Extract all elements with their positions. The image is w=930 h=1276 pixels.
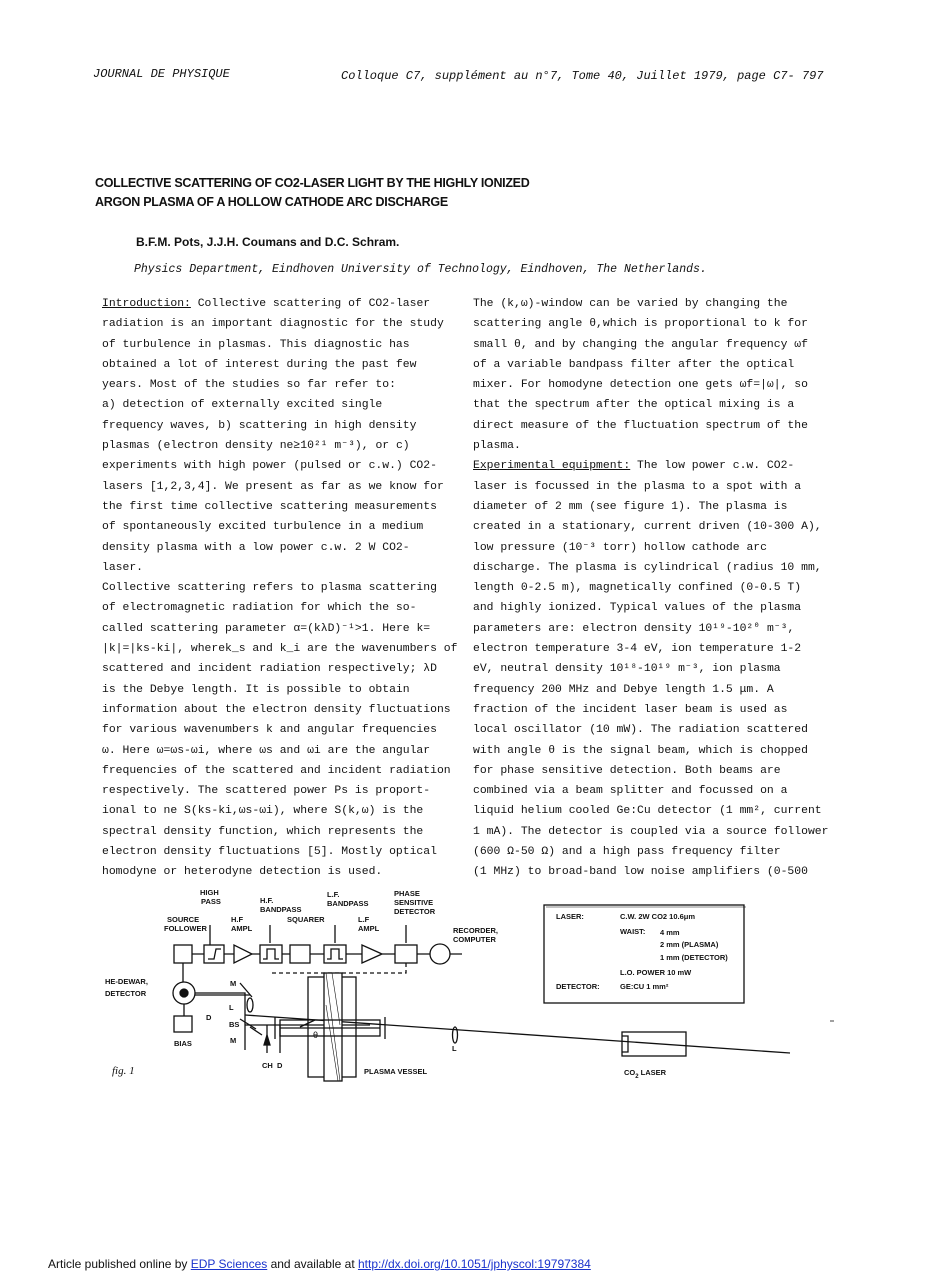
text-line: of electromagnetic radiation for which the so- — [102, 602, 417, 615]
text-line: combined via a beam splitter and focussed on a — [473, 785, 788, 798]
text-line: density plasma with a low power c.w. 2 W CO2- — [102, 541, 410, 554]
label-l-right: L — [452, 1044, 457, 1053]
text-line: is the Debye length. It is possible to obtain — [102, 683, 410, 696]
text-line: information about the electron density fluctuations — [102, 703, 451, 716]
text-line: frequency waves, b) scattering in high density — [102, 419, 417, 432]
text-line: liquid helium cooled Ge:Cu detector (1 mm², current — [473, 805, 822, 818]
text-line: direct measure of the fluctuation spectrum of the — [473, 419, 808, 432]
text-line: called scattering parameter α=(kλD)⁻¹>1. Here k= — [102, 622, 431, 635]
text-line: created in a stationary, current driven (10-300 A), — [473, 521, 822, 534]
text-line: Collective scattering refers to plasma scattering — [102, 582, 437, 595]
text-line: Introduction: Collective scattering of CO2-laser — [102, 298, 431, 310]
label-hf-ampl: H.F AMPL — [231, 915, 253, 933]
bias-box — [174, 1016, 192, 1032]
issue-info: Colloque C7, supplément au n°7, Tome 40, Juillet 1979, page C7- 797 — [341, 69, 824, 83]
text-line: fraction of the incident laser beam is used as — [473, 703, 788, 716]
lf-amplifier — [362, 945, 382, 963]
text-line: years. Most of the studies so far refer to: — [102, 379, 396, 392]
text-line: low pressure (10⁻³ torr) hollow cathode arc — [473, 541, 767, 554]
text-line: for phase sensitive detection. Both beams are — [473, 764, 781, 777]
spec-detector-label: DETECTOR: — [556, 982, 600, 991]
label-co2-laser: $CO_2$ LASER — [624, 1068, 667, 1080]
title-line-2: ARGON PLASMA OF A HOLLOW CATHODE ARC DISCHARGE — [95, 195, 448, 209]
source-follower-box — [174, 945, 192, 963]
text-line: eV, neutral density 10¹⁸-10¹⁹ m⁻³, ion plasma — [473, 663, 781, 676]
label-high-pass: HIGH PASS — [200, 888, 221, 906]
label-bs: BS — [229, 1020, 240, 1029]
text-line: plasmas (electron density ne≥10²¹ m⁻³), or c) — [102, 440, 410, 453]
label-ch: CH — [262, 1061, 273, 1070]
text-line: local oscillator (10 mW). The radiation scattered — [473, 724, 808, 737]
phase-detector-box — [395, 945, 417, 963]
text-line: mixer. For homodyne detection one gets ωf=|ω|, so — [473, 379, 808, 392]
lf-bandpass-box — [324, 945, 346, 963]
hf-amplifier — [234, 945, 252, 963]
text-line: the first time collective scattering measurements — [102, 500, 437, 513]
recorder-circle — [430, 944, 450, 964]
label-bias: BIAS — [174, 1039, 192, 1048]
paper-title — [95, 174, 529, 212]
figure-1-diagram — [100, 885, 840, 1085]
label-source-follower: SOURCE FOLLOWER — [164, 915, 207, 933]
label-plasma-vessel: PLASMA VESSEL — [364, 1067, 428, 1076]
text-line: scattering angle θ,which is proportional to k for — [473, 318, 808, 331]
title-line-1: COLLECTIVE SCATTERING OF CO2-LASER LIGHT BY THE HIGHLY IONIZED — [95, 176, 530, 190]
label-m-bottom: M — [230, 1036, 237, 1045]
text-line: The (k,ω)-window can be varied by changing the — [473, 298, 788, 310]
spec-lo-power: L.O. POWER 10 mW — [620, 968, 692, 977]
label-d-left: D — [206, 1013, 212, 1022]
text-line: scattered and incident radiation respectively; λD — [102, 663, 437, 676]
label-theta: θ — [313, 1030, 319, 1040]
text-line: a) detection of externally excited single — [102, 399, 383, 412]
text-line: frequency 200 MHz and Debye length 1.5 μm. A — [473, 683, 774, 696]
text-line: Experimental equipment: The low power c.w. CO2- — [473, 460, 795, 473]
text-line: spectral density function, which represents the — [102, 825, 424, 838]
label-dewar: HE-DEWAR, DETECTOR — [105, 977, 148, 998]
spec-waist-2: 2 mm (PLASMA) — [660, 940, 719, 949]
label-lf-ampl: L.F AMPL — [358, 915, 380, 933]
text-line: lasers [1,2,3,4]. We present as far as we know for — [102, 480, 444, 493]
text-line: of a variable bandpass filter after the optical — [473, 358, 795, 371]
text-line: experiments with high power (pulsed or c.w.) CO2- — [102, 460, 437, 473]
text-line: for various wavenumbers k and angular frequencies — [102, 724, 437, 737]
label-recorder: RECORDER, COMPUTER — [453, 926, 499, 944]
doi-link[interactable]: http://dx.doi.org/10.1051/jphyscol:19797384 — [357, 1257, 591, 1271]
text-line: electron density fluctuations [5]. Mostly optical — [102, 846, 437, 859]
right-column — [473, 294, 828, 883]
hf-bandpass-box — [260, 945, 282, 963]
text-line: respectively. The scattered power Ps is proport- — [102, 785, 431, 798]
spec-waist-label: WAIST: — [620, 927, 646, 936]
label-phase-detector: PHASE SENSITIVE DETECTOR — [394, 889, 436, 916]
text-line: (600 Ω-50 Ω) and a high pass frequency filter — [473, 846, 781, 859]
footer-middle: and available at — [267, 1257, 358, 1271]
label-hf-bandpass: H.F. BANDPASS — [260, 896, 302, 914]
text-line: laser. — [102, 561, 144, 574]
spec-laser-value: C.W. 2W CO2 10.6μm — [620, 912, 696, 921]
label-lf-bandpass: L.F. BANDPASS — [327, 890, 369, 908]
footer-prefix: Article published online by — [48, 1257, 191, 1271]
text-line: and highly ionized. Typical values of the plasma — [473, 602, 802, 615]
affiliation: Physics Department, Eindhoven University of Technology, Eindhoven, The Netherlands. — [134, 263, 707, 276]
text-line: radiation is an important diagnostic for the study — [102, 318, 444, 331]
spec-detector-value: GE:CU 1 mm² — [620, 982, 669, 991]
text-line: frequencies of the scattered and incident radiation — [102, 764, 451, 777]
text-line: diameter of 2 mm (see figure 1). The plasma is — [473, 500, 788, 513]
text-line: |k|=|ks-ki|, wherek_s and k_i are the wavenumbers of — [102, 643, 458, 656]
footer — [48, 1257, 591, 1271]
text-line: small θ, and by changing the angular frequency ωf — [473, 338, 808, 351]
text-line: parameters are: electron density 10¹⁹-10²⁰ m⁻³, — [473, 622, 795, 635]
label-d-bottom: D — [277, 1061, 283, 1070]
label-m-top: M — [230, 979, 237, 988]
spec-laser-label: LASER: — [556, 912, 584, 921]
text-line: discharge. The plasma is cylindrical (radius 10 mm, — [473, 561, 822, 574]
squarer-box — [290, 945, 310, 963]
left-column — [102, 294, 457, 883]
text-line: electron temperature 3-4 eV, ion temperature 1-2 — [473, 643, 802, 656]
text-line: obtained a lot of interest during the past few — [102, 358, 417, 371]
text-line: that the spectrum after the optical mixing is a — [473, 399, 795, 412]
high-pass-box — [204, 945, 224, 963]
text-line: ω. Here ω=ωs-ωi, where ωs and ωi are the angular — [102, 744, 431, 757]
authors: B.F.M. Pots, J.J.H. Coumans and D.C. Schram. — [136, 235, 400, 249]
text-line: of spontaneously excited turbulence in a medium — [102, 521, 424, 534]
label-l-left: L — [229, 1003, 234, 1012]
spec-waist-1: 4 mm — [660, 928, 680, 937]
journal-name: JOURNAL DE PHYSIQUE — [93, 67, 230, 81]
figure-caption: fig. 1 — [112, 1065, 135, 1077]
label-squarer: SQUARER — [287, 915, 325, 924]
text-line: 1 mA). The detector is coupled via a source follower — [473, 825, 829, 838]
text-line: plasma. — [473, 440, 521, 453]
publisher-link[interactable]: EDP Sciences — [190, 1257, 268, 1271]
text-line: ional to ne S(ks-ki,ωs-ωi), where S(k,ω) is the — [102, 805, 424, 818]
text-line: with angle θ is the signal beam, which is chopped — [473, 744, 808, 757]
text-line: laser is focussed in the plasma to a spot with a — [473, 480, 802, 493]
text-line: (1 MHz) to broad-band low noise amplifiers (0-500 — [473, 866, 808, 879]
text-line: homodyne or heterodyne detection is used. — [102, 866, 383, 879]
spec-waist-3: 1 mm (DETECTOR) — [660, 953, 728, 962]
text-line: of turbulence in plasmas. This diagnostic has — [102, 338, 410, 351]
text-line: length 0-2.5 m), magnetically confined (0-0.5 T) — [473, 582, 802, 595]
